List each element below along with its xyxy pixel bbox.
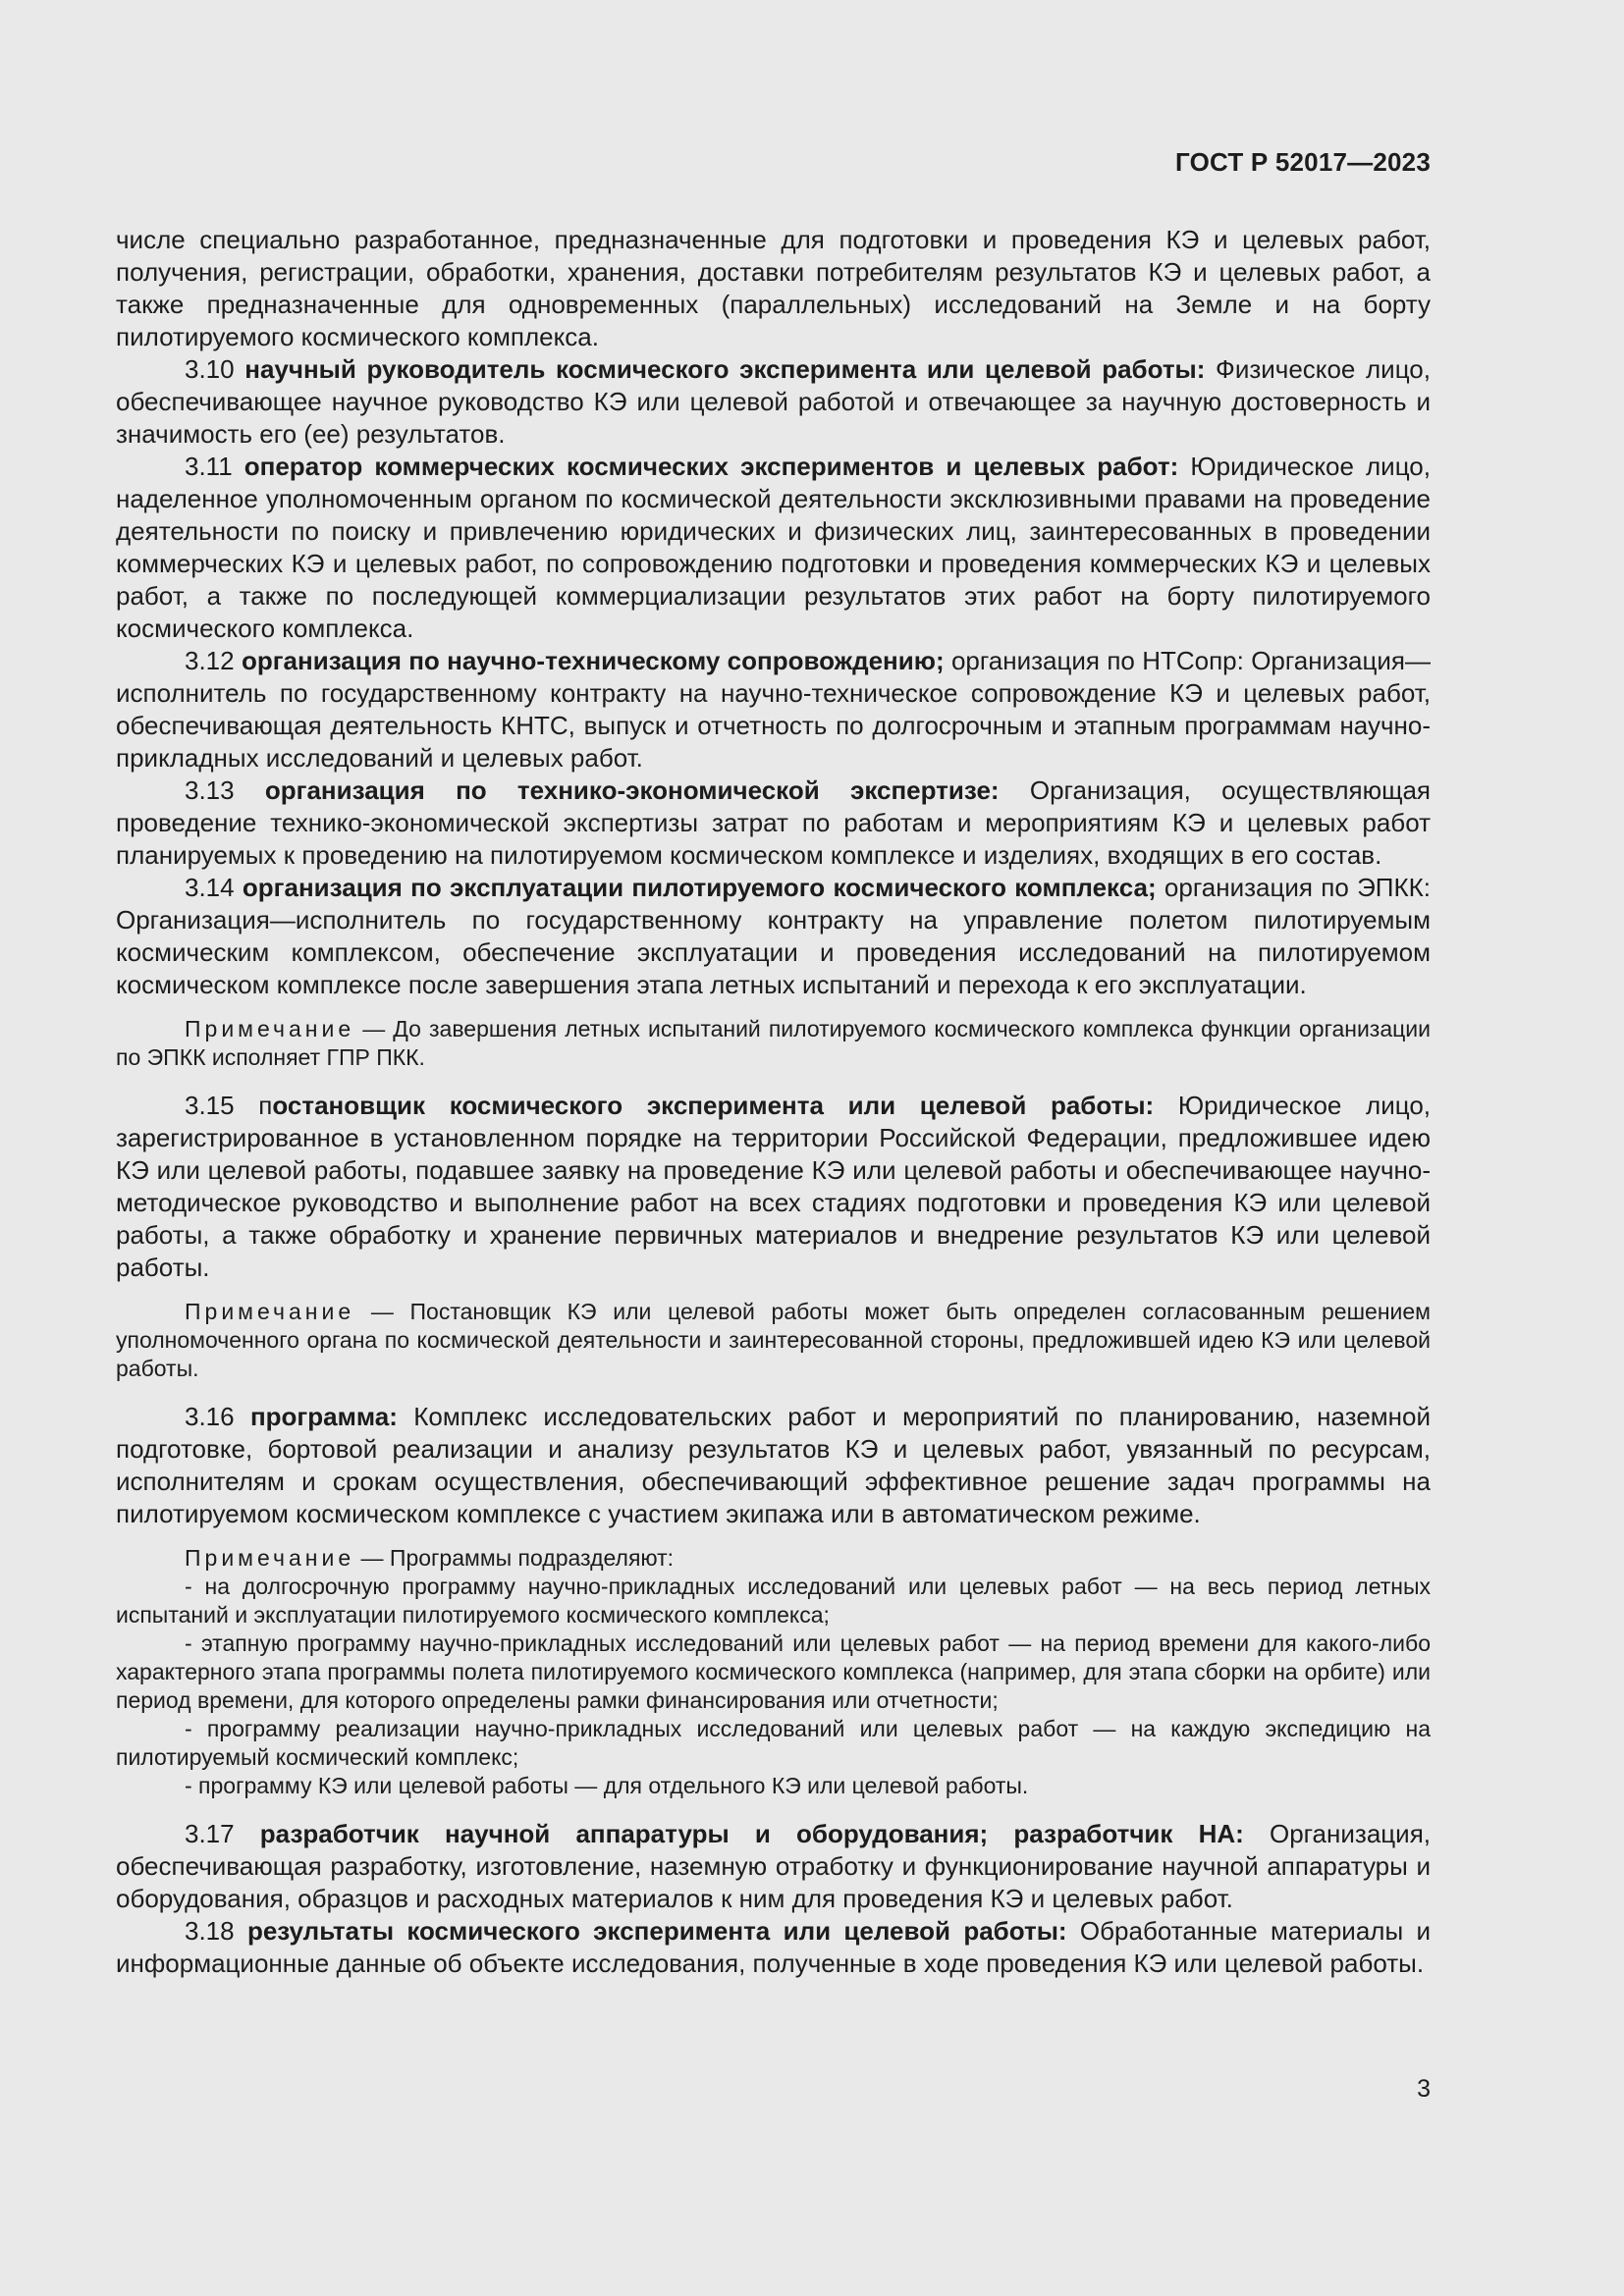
term-3-11	[116, 451, 1431, 645]
term-number: 3.13	[185, 775, 265, 805]
note-3-15	[116, 1298, 1431, 1383]
term-number: 3.12	[185, 646, 242, 675]
intro-paragraph: числе специально разработанное, предназначенные для подготовки и проведения КЭ и целевых работ, получения, регистрации, обработки, хранения, доставки потребителям результатов КЭ и целевых работ, а также предназначенные для одновременных (параллельных) исследований на Земле и на борту пилотируемого космического комплекса.	[116, 225, 1431, 351]
term-3-18	[116, 1915, 1431, 1980]
term-number: 3.18	[185, 1916, 247, 1946]
document-code-header: ГОСТ Р 52017—2023	[1175, 147, 1431, 177]
term-title: организация по технико-экономической экспертизе:	[264, 775, 1000, 805]
term-definition: Физическое лицо, обеспечивающее научное руководство КЭ или целевой работой и отвечающее за научную достоверность и значимость его (ее) результатов.	[116, 354, 1431, 449]
term-number: 3.15 п	[185, 1091, 273, 1120]
term-title: оператор коммерческих космических экспериментов и целевых работ:	[244, 452, 1179, 481]
term-title: остановщик космического эксперимента или целевой работы:	[272, 1091, 1155, 1120]
document-body	[116, 224, 1431, 1980]
term-definition: организация по ЭПКК: Организация—исполнитель по государственному контракту на управление полетом пилотируемым космическим комплексом, обеспечение эксплуатации и проведения исследований на пилотируемом космическом комплексе после завершения этапа летных испытаний и перехода к его эксплуатации.	[116, 873, 1432, 999]
term-definition: Юридическое лицо, наделенное уполномоченным органом по космической деятельности эксклюзивными правами на проведение деятельности по поиску и привлечению юридических и физических лиц, заинтересованных в проведении коммерческих КЭ и целевых работ, по сопровождению подготовки и проведения коммерческих КЭ и целевых работ, а также по последующей коммерциализации результатов этих работ на борту пилотируемого космического комплекса.	[116, 452, 1431, 643]
term-title: научный руководитель космического эксперимента или целевой работы:	[244, 354, 1206, 384]
term-3-10	[116, 353, 1431, 451]
note-3-16-intro	[116, 1544, 1431, 1573]
term-3-15	[116, 1090, 1431, 1284]
term-title: организация по научно-техническому сопровождению;	[241, 646, 945, 675]
term-number: 3.17	[185, 1819, 260, 1848]
term-definition: организация по НТСопр: Организация—исполнитель по государственному контракту на научно-техническое сопровождение КЭ и целевых работ, обеспечивающая деятельность КНТС, выпуск и отчетность по долгосрочным и этапным программам научно-прикладных исследований и целевых работ.	[116, 646, 1432, 773]
note-text: — До завершения летных испытаний пилотируемого космического комплекса функции организации по ЭПКК исполняет ГПР ПКК.	[116, 1016, 1431, 1070]
note-3-16	[116, 1544, 1431, 1800]
term-definition: Обработанные материалы и информационные данные об объекте исследования, полученные в ходе проведения КЭ или целевой работы.	[116, 1916, 1431, 1978]
term-3-12	[116, 645, 1431, 774]
note-list-item: - этапную программу научно-прикладных исследований или целевых работ — на период времени для какого-либо характерного этапа программы полета пилотируемого космического комплекса (например, для этапа сборки на орбите) или период времени, для которого определены рамки финансирования или отчетности;	[116, 1630, 1431, 1713]
term-definition: Юридическое лицо, зарегистрированное в установленном порядке на территории Российской Федерации, предложившее идею КЭ или целевой работы, подавшее заявку на проведение КЭ или целевой работы и обеспечивающее научно-методическое руководство и выполнение работ на всех стадиях подготовки и проведения КЭ или целевой работы, а также обработку и хранение первичных материалов и внедрение результатов КЭ или целевой работы.	[116, 1091, 1432, 1282]
term-3-17	[116, 1818, 1431, 1915]
note-text: — Программы подразделяют:	[354, 1545, 675, 1571]
term-definition: Организация, осуществляющая проведение технико-экономической экспертизы затрат по работам и мероприятиям КЭ и целевых работ планируемых к проведению на пилотируемом космическом комплексе и изделиях, входящих в его состав.	[116, 775, 1431, 870]
term-title: программа:	[249, 1402, 398, 1431]
note-label: Примечание	[185, 1545, 355, 1571]
term-definition: Комплекс исследовательских работ и мероприятий по планированию, наземной подготовке, бортовой реализации и анализу результатов КЭ и целевых работ, увязанный по ресурсам, исполнителям и срокам осуществления, обеспечивающий эффективное решение задач программы на пилотируемом космическом комплексе с участием экипажа или в автоматическом режиме.	[116, 1402, 1431, 1528]
term-number: 3.11	[185, 452, 244, 481]
note-list-item: - программу КЭ или целевой работы — для отдельного КЭ или целевой работы.	[185, 1773, 1029, 1798]
term-number: 3.16	[185, 1402, 250, 1431]
term-3-16	[116, 1401, 1431, 1530]
term-title: организация по эксплуатации пилотируемого космического комплекса;	[242, 873, 1157, 902]
note-list-item: - на долгосрочную программу научно-прикладных исследований или целевых работ — на весь период летных испытаний и эксплуатации пилотируемого космического комплекса;	[116, 1574, 1431, 1628]
note-text: — Постановщик КЭ или целевой работы может быть определен согласованным решением уполномоченного органа по космической деятельности и заинтересованной стороны, предложившей идею КЭ или целевой работы.	[116, 1299, 1431, 1381]
note-list-item: - программу реализации научно-прикладных исследований или целевых работ — на каждую экспедицию на пилотируемый космический комплекс;	[116, 1716, 1431, 1770]
term-title: разработчик научной аппаратуры и оборудования; разработчик НА:	[259, 1819, 1244, 1848]
term-3-13	[116, 774, 1431, 872]
note-label: Примечание	[185, 1016, 355, 1041]
term-definition: Организация, обеспечивающая разработку, изготовление, наземную отработку и функционирование научной аппаратуры и оборудования, образцов и расходных материалов к ним для проведения КЭ и целевых работ.	[116, 1819, 1432, 1913]
note-3-16-list	[116, 1573, 1431, 1800]
term-3-14	[116, 872, 1431, 1001]
note-3-14	[116, 1015, 1431, 1072]
term-number: 3.14	[185, 873, 243, 902]
term-title: результаты космического эксперимента или целевой работы:	[246, 1916, 1067, 1946]
page-number: 3	[1417, 2075, 1431, 2103]
term-number: 3.10	[185, 354, 245, 384]
note-label: Примечание	[185, 1299, 355, 1324]
